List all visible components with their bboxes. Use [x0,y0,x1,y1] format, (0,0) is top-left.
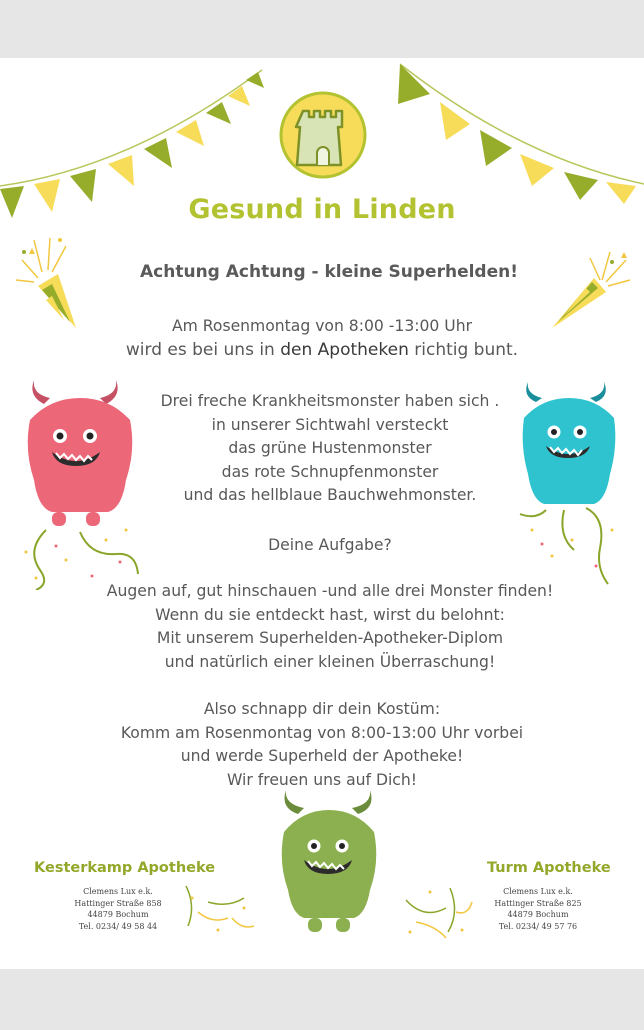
intro-line [52,339,592,363]
paragraph-line: Augen auf, gut hinschauen -und alle drei Monster finden! [106,582,554,600]
paragraph-line: und werde Superheld der Apotheke! [180,747,464,765]
pink-monster-icon [16,380,144,590]
tower-logo-icon [279,91,367,179]
pharmacy-name: Kesterkamp Apotheke [34,860,216,876]
paragraph-line: Mit unserem Superhelden-Apotheker-Diplom [156,629,504,647]
pharmacy-city: 44879 Bochum [507,910,569,919]
headline: Achtung Achtung - kleine Superhelden! [140,262,518,282]
intro-paragraph [52,315,592,362]
paragraph-line: das grüne Hustenmonster [228,439,432,457]
intro-text: wird es bei uns in [125,339,281,360]
pharmacy-owner: Clemens Lux e.k. [83,887,153,896]
pharmacy-phone: Tel. 0234/ 49 58 44 [78,921,158,931]
intro-highlight: den Apotheken [280,339,409,360]
closing-paragraph [52,698,592,792]
paragraph-line: und das hellblaue Bauchwehmonster. [183,486,477,504]
pharmacy-city: 44879 Bochum [87,910,149,919]
green-monster-icon [272,788,386,938]
cyan-monster-icon [512,380,628,600]
intro-line: Am Rosenmontag von 8:00 -13:00 Uhr [171,317,473,335]
pharmacy-street: Hattinger Straße 858 [74,898,162,908]
pharmacy-owner: Clemens Lux e.k. [503,887,573,896]
paragraph-line: Wenn du sie entdeckt hast, wirst du belohnt: [155,605,505,624]
pharmacy-street: Hattinger Straße 825 [494,898,582,908]
page-title: Gesund in Linden [188,194,456,225]
pharmacy-address [66,886,170,932]
confetti-icon [178,882,258,942]
paragraph-line: Wir freuen uns auf Dich! [226,770,418,789]
paragraph-line: Also schnapp dir dein Kostüm: [203,700,441,718]
paragraph-line: Komm am Rosenmontag von 8:00-13:00 Uhr vorbei [120,723,524,742]
intro-text: richtig bunt. [408,339,519,360]
confetti-icon [400,882,476,942]
paragraph-line: Deine Aufgabe? [268,536,392,554]
paragraph-line: das rote Schnupfenmonster [221,462,439,481]
paragraph-line: Drei freche Krankheitsmonster haben sich . [160,392,500,410]
paragraph-line: in unserer Sichtwahl versteckt [211,415,449,434]
pharmacy-address [486,886,590,932]
flyer [0,58,644,969]
paragraph-line: und natürlich einer kleinen Überraschung! [164,652,496,671]
pharmacy-phone: Tel. 0234/ 49 57 76 [498,921,578,931]
pharmacy-name: Turm Apotheke [487,860,611,876]
